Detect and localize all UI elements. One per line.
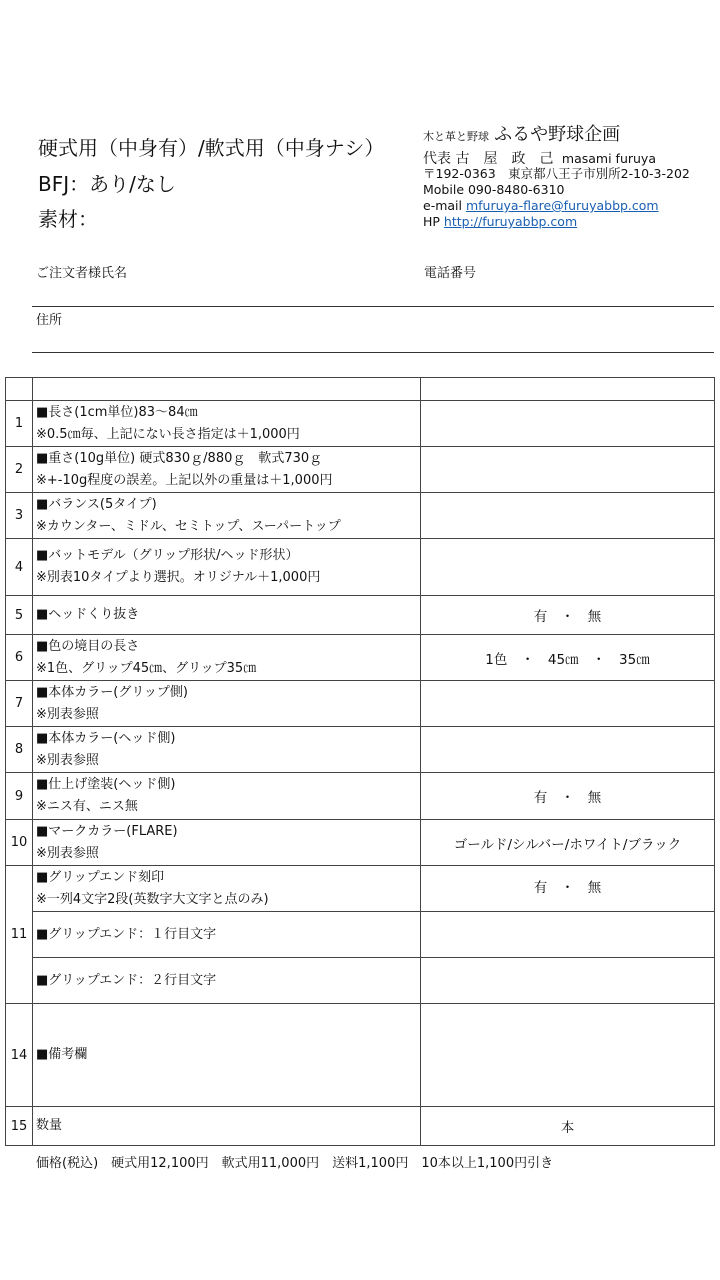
company-header bbox=[423, 120, 620, 146]
row-number: 11 bbox=[6, 866, 33, 1004]
row-item bbox=[33, 820, 421, 866]
row-number: 5 bbox=[6, 596, 33, 635]
row-item bbox=[33, 447, 421, 493]
row-item bbox=[33, 401, 421, 447]
row-item bbox=[33, 773, 421, 820]
item-title: ■グリップエンド：２行目文字 bbox=[36, 972, 217, 988]
row-option[interactable] bbox=[421, 447, 715, 493]
table-row-grip-end bbox=[6, 866, 715, 912]
row-item bbox=[33, 635, 421, 681]
item-title: ■グリップエンド：１行目文字 bbox=[36, 926, 217, 942]
company-rep bbox=[423, 148, 656, 168]
table-row-grip-line1 bbox=[6, 912, 715, 958]
hp-link[interactable]: http://furuyabbp.com bbox=[443, 214, 578, 229]
item-title: ■バットモデル（グリップ形状/ヘッド形状） bbox=[36, 548, 299, 563]
customer-address-label: 住所 bbox=[36, 313, 63, 328]
company-email-row bbox=[423, 198, 659, 214]
row-option[interactable] bbox=[421, 401, 715, 447]
table-header-row bbox=[6, 378, 715, 401]
row-option[interactable] bbox=[421, 727, 715, 773]
row-item bbox=[33, 727, 421, 773]
row-number: 10 bbox=[6, 820, 33, 866]
table-row bbox=[6, 493, 715, 539]
order-table bbox=[5, 377, 715, 1146]
company-address: 〒192-0363 東京都八王子市別所2-10-3-202 bbox=[423, 166, 690, 181]
rep-name: 古 屋 政 己 bbox=[455, 151, 554, 167]
table-row bbox=[6, 596, 715, 635]
email-label: e-mail bbox=[423, 198, 462, 213]
row-number: 9 bbox=[6, 773, 33, 820]
customer-name-label: ご注文者様氏名 bbox=[36, 266, 128, 281]
item-title: 数量 bbox=[36, 1118, 63, 1133]
row-item bbox=[33, 958, 421, 1004]
title-bat-type: 硬式用（中身有）/軟式用（中身ナシ） bbox=[38, 136, 385, 160]
item-note: ※別表参照 bbox=[36, 845, 99, 861]
item-title: ■本体カラー(ヘッド側) bbox=[36, 730, 176, 746]
item-note: ※別表10タイプより選択。オリジナル＋1,000円 bbox=[36, 570, 321, 585]
item-note: ※+-10g程度の誤差。上記以外の重量は＋1,000円 bbox=[36, 472, 333, 488]
item-note: ※1色、グリップ45㎝、グリップ35㎝ bbox=[36, 660, 257, 676]
grip-line1-input[interactable] bbox=[421, 912, 715, 958]
table-row bbox=[6, 773, 715, 820]
row-item bbox=[33, 866, 421, 912]
company-name: ふるや野球企画 bbox=[494, 124, 621, 145]
name-underline bbox=[32, 306, 714, 307]
row-item bbox=[33, 493, 421, 539]
row-option[interactable]: 1色 ・ 45㎝ ・ 35㎝ bbox=[421, 635, 715, 681]
table-row bbox=[6, 635, 715, 681]
price-footer: 価格(税込) 硬式用12,100円 軟式用11,000円 送料1,100円 10本以上1,100円引き bbox=[36, 1156, 554, 1171]
table-row bbox=[6, 727, 715, 773]
row-number: 3 bbox=[6, 493, 33, 539]
email-link[interactable]: mfuruya-flare@furuyabbp.com bbox=[465, 198, 659, 213]
table-row-notes bbox=[6, 1004, 715, 1107]
row-item bbox=[33, 1107, 421, 1146]
row-option[interactable]: 有 ・ 無 bbox=[421, 773, 715, 820]
item-note: ※0.5㎝毎、上記にない長さ指定は＋1,000円 bbox=[36, 426, 300, 442]
row-option[interactable]: 有 ・ 無 bbox=[421, 866, 715, 912]
row-number: 1 bbox=[6, 401, 33, 447]
notes-input[interactable] bbox=[421, 1004, 715, 1107]
table-row bbox=[6, 681, 715, 727]
row-number: 15 bbox=[6, 1107, 33, 1146]
rep-romaji: masami furuya bbox=[561, 151, 656, 166]
company-mobile: Mobile 090-8480-6310 bbox=[423, 182, 565, 197]
table-row bbox=[6, 447, 715, 493]
row-option[interactable] bbox=[421, 539, 715, 596]
item-note: ※ニス有、ニス無 bbox=[36, 799, 138, 814]
item-title: ■本体カラー(グリップ側) bbox=[36, 684, 188, 700]
customer-phone-label: 電話番号 bbox=[424, 266, 477, 281]
item-note: ※別表参照 bbox=[36, 706, 99, 722]
blank-cell bbox=[421, 378, 715, 401]
row-item bbox=[33, 596, 421, 635]
row-item bbox=[33, 539, 421, 596]
title-material: 素材： bbox=[38, 207, 98, 231]
row-option[interactable] bbox=[421, 493, 715, 539]
table-row-quantity bbox=[6, 1107, 715, 1146]
row-item bbox=[33, 681, 421, 727]
item-title: ■バランス(5タイプ) bbox=[36, 496, 157, 512]
table-row bbox=[6, 401, 715, 447]
item-note: ※別表参照 bbox=[36, 752, 99, 768]
table-row bbox=[6, 820, 715, 866]
item-title: ■色の境目の長さ bbox=[36, 638, 140, 654]
item-title: ■仕上げ塗装(ヘッド側) bbox=[36, 777, 176, 792]
quantity-unit[interactable]: 本 bbox=[421, 1107, 715, 1146]
row-number: 4 bbox=[6, 539, 33, 596]
rep-label: 代表 bbox=[423, 151, 451, 167]
row-item bbox=[33, 912, 421, 958]
item-note: ※カウンター、ミドル、セミトップ、スーパートップ bbox=[36, 518, 341, 534]
hp-label: HP bbox=[423, 214, 440, 229]
item-title: ■重さ(10g単位) 硬式830ｇ/880ｇ 軟式730ｇ bbox=[36, 450, 323, 466]
company-hp-row bbox=[423, 214, 577, 230]
row-option[interactable]: ゴールド/シルバー/ホワイト/ブラック bbox=[421, 820, 715, 866]
row-number: 6 bbox=[6, 635, 33, 681]
row-number: 7 bbox=[6, 681, 33, 727]
row-number: 14 bbox=[6, 1004, 33, 1107]
item-title: ■グリップエンド刻印 bbox=[36, 869, 165, 885]
item-title: ■ヘッドくり抜き bbox=[36, 607, 140, 622]
row-option[interactable] bbox=[421, 681, 715, 727]
blank-cell bbox=[33, 378, 421, 401]
item-title: ■備考欄 bbox=[36, 1047, 88, 1062]
grip-line2-input[interactable] bbox=[421, 958, 715, 1004]
item-title: ■マークカラー(FLARE) bbox=[36, 823, 178, 839]
address-underline bbox=[32, 352, 714, 353]
item-title: ■長さ(1cm単位)83～84㎝ bbox=[36, 404, 198, 420]
table-row-grip-line2 bbox=[6, 958, 715, 1004]
title-bfj: BFJ：あり/なし bbox=[38, 172, 176, 196]
table-row bbox=[6, 539, 715, 596]
blank-cell bbox=[6, 378, 33, 401]
row-item bbox=[33, 1004, 421, 1107]
row-number: 8 bbox=[6, 727, 33, 773]
row-number: 2 bbox=[6, 447, 33, 493]
item-note: ※一列4文字2段(英数字大文字と点のみ) bbox=[36, 891, 269, 907]
company-tagline: 木と革と野球 bbox=[423, 130, 489, 143]
row-option[interactable]: 有 ・ 無 bbox=[421, 596, 715, 635]
